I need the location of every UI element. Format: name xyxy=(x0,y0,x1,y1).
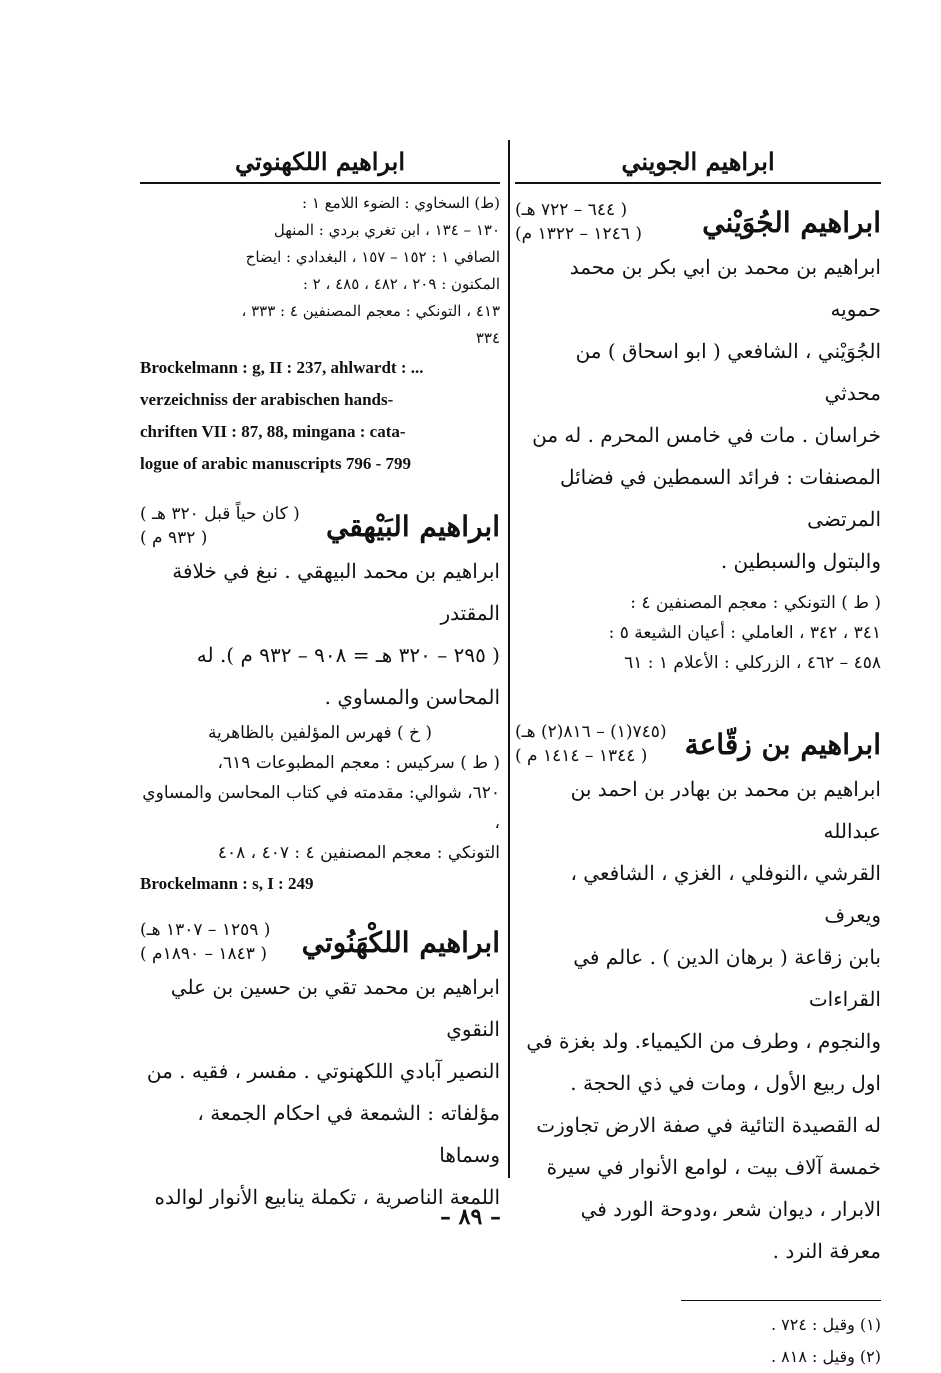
dates-hijri: ( ٦٤٤ – ٧٢٢ هـ) xyxy=(515,200,628,220)
entry-lakhnawi xyxy=(140,918,500,1218)
reference-line: المكنون : ٢٠٩ ، ٤٨٢ ، ٤٨٥ ، ٢ : xyxy=(302,275,500,293)
latin-reference-line: verzeichniss der arabischen hands- xyxy=(140,390,394,409)
right-column xyxy=(515,140,881,1373)
latin-reference-line: Brockelmann : s, I : 249 xyxy=(140,874,314,893)
reference-line: ٦٢٠، شوالي: مقدمته في كتاب المحاسن والمساوي ، xyxy=(142,783,500,833)
entry-text-line: اول ربيع الأول ، ومات في ذي الحجة . xyxy=(570,1071,881,1095)
entry-text-line: ابراهيم بن محمد البيهقي . نبغ في خلافة المقتدر xyxy=(172,559,500,625)
references-continued xyxy=(140,190,500,480)
entry-text-line: ( ٢٩٥ – ٣٢٠ هـ = ٩٠٨ – ٩٣٢ م ). له xyxy=(196,643,500,667)
entry-text-line: ابراهيم بن محمد بن ابي بكر بن محمد حمويه xyxy=(569,255,881,321)
entry-text-line: القرشي ،النوفلي ، الغزي ، الشافعي ، ويعرف xyxy=(570,861,881,927)
left-header-rule xyxy=(140,182,500,184)
entry-text-line: مؤلفاته : الشمعة في احكام الجمعة ، وسماها xyxy=(197,1101,500,1167)
right-running-header: ابراهيم الجويني xyxy=(621,147,775,176)
entry-dates xyxy=(140,502,300,550)
entry-name: ابراهيم الجُوَيْني xyxy=(702,205,881,239)
latin-reference-line: Brockelmann : g, II : 237, ahlwardt : ... xyxy=(140,358,424,377)
latin-reference-line: chriften VII : 87, 88, mingana : cata- xyxy=(140,422,406,441)
dates-hijri: ( ١٢٥٩ – ١٣٠٧ هـ) xyxy=(140,920,271,940)
entry-text-line: ابراهيم بن محمد بن بهادر بن احمد بن عبدالله xyxy=(570,777,881,843)
entry-text-line: الابرار ، ديوان شعر ،ودوحة الورد في xyxy=(580,1197,881,1221)
reference-line: ٤٥٨ – ٤٦٢ ، الزركلي : الأعلام ١ : ٦١ xyxy=(624,653,881,673)
dates-gregorian: ( ١٣٤٤ – ١٤١٤ م ) xyxy=(515,746,648,766)
dates-hijri: (٧٤٥(١) – ٨١٦(٢) هـ) xyxy=(515,722,667,742)
entry-name: ابراهيم اللكْهَنُوتي xyxy=(301,925,500,959)
reference-line: التونكي : معجم المصنفين ٤ : ٤٠٧ ، ٤٠٨ xyxy=(217,843,500,863)
left-running-header: ابراهيم اللكهنوتي xyxy=(234,147,406,176)
dates-gregorian: ( ٩٣٢ م ) xyxy=(140,528,208,548)
reference-line: ٤١٣ ، التونكي : معجم المصنفين ٤ : ٣٣٣ ، xyxy=(241,302,500,320)
reference-line: ١٣٠ – ١٣٤ ، ابن تغري بردي : المنهل xyxy=(273,221,500,239)
dates-gregorian: ( ١٢٤٦ – ١٣٢٢ م) xyxy=(515,224,642,244)
entry-text-line: اللمعة الناصرية ، تكملة ينابيع الأنوار لوالده xyxy=(154,1185,500,1209)
footnote: (٢) وقيل : ٨١٨ . xyxy=(770,1347,881,1366)
column-divider xyxy=(508,140,510,1178)
footnote-rule xyxy=(681,1300,881,1301)
entry-text-line: بابن زقاعة ( برهان الدين ) . عالم في القراءات xyxy=(573,945,881,1011)
reference-line: ٣٣٤ xyxy=(475,329,500,347)
entry-text-line: خمسة آلاف بيت ، لوامع الأنوار في سيرة xyxy=(546,1155,881,1179)
right-header-rule xyxy=(515,182,881,184)
latin-reference-line: logue of arabic manuscripts 796 - 799 xyxy=(140,454,412,473)
entry-text-line: الجُوَيْني ، الشافعي ( ابو اسحاق ) من محدثي xyxy=(575,339,881,405)
entry-bayhaqi xyxy=(140,502,500,900)
entry-text-line: المصنفات : فرائد السمطين في فضائل المرتضى xyxy=(559,465,881,531)
reference-line: ( ط ) التونكي : معجم المصنفين ٤ : xyxy=(630,593,881,613)
entry-name: ابراهيم البَيْهقي xyxy=(325,509,500,543)
entry-text-line: ابراهيم بن محمد تقي بن حسين بن علي النقوي xyxy=(170,975,500,1041)
page-number: – ٨٩ – xyxy=(440,1204,501,1230)
entry-ibn-zaqqaa xyxy=(515,720,881,1272)
reference-line: (ط) السخاوي : الضوء اللامع ١ : xyxy=(302,194,500,212)
entry-title xyxy=(140,918,500,966)
entry-title xyxy=(515,720,881,768)
reference-line: ٣٤١ ، ٣٤٢ ، العاملي : أعيان الشيعة ٥ : xyxy=(608,623,881,643)
reference-line: ( خ ) فهرس المؤلفين بالظاهرية xyxy=(207,723,433,743)
entry-dates xyxy=(515,198,642,246)
entry-dates xyxy=(515,720,667,768)
entry-text-line: له القصيدة التائية في صفة الارض تجاوزت xyxy=(536,1113,881,1137)
reference-line: ( ط ) سركيس : معجم المطبوعات ٦١٩، xyxy=(217,753,500,773)
entry-text-line: المحاسن والمساوي . xyxy=(324,685,500,709)
left-column xyxy=(140,140,500,1218)
entry-text-line: والنجوم ، وطرف من الكيمياء. ولد بغزة في xyxy=(526,1029,881,1053)
entry-text-line: خراسان . مات في خامس المحرم . له من xyxy=(532,423,881,447)
dates-hijri: ( كان حياً قبل ٣٢٠ هـ ) xyxy=(140,504,300,524)
entry-text-line: معرفة النرد . xyxy=(772,1239,881,1263)
reference-line: الصافي ١ : ١٥٢ – ١٥٧ ، البغدادي : ايضاح xyxy=(245,248,500,266)
entry-title xyxy=(515,198,881,246)
entry-name: ابراهيم بن زقّاعة xyxy=(684,727,881,761)
entry-title xyxy=(140,502,500,550)
dates-gregorian: ( ١٨٤٣ – ١٨٩٠م ) xyxy=(140,944,267,964)
footnote: (١) وقيل : ٧٢٤ . xyxy=(770,1315,881,1334)
entry-text-line: والبتول والسبطين . xyxy=(720,549,881,573)
entry-text-line: النصير آبادي اللكهنوتي . مفسر ، فقيه . من xyxy=(146,1059,500,1083)
entry-juwayni xyxy=(515,198,881,678)
entry-dates xyxy=(140,918,270,966)
